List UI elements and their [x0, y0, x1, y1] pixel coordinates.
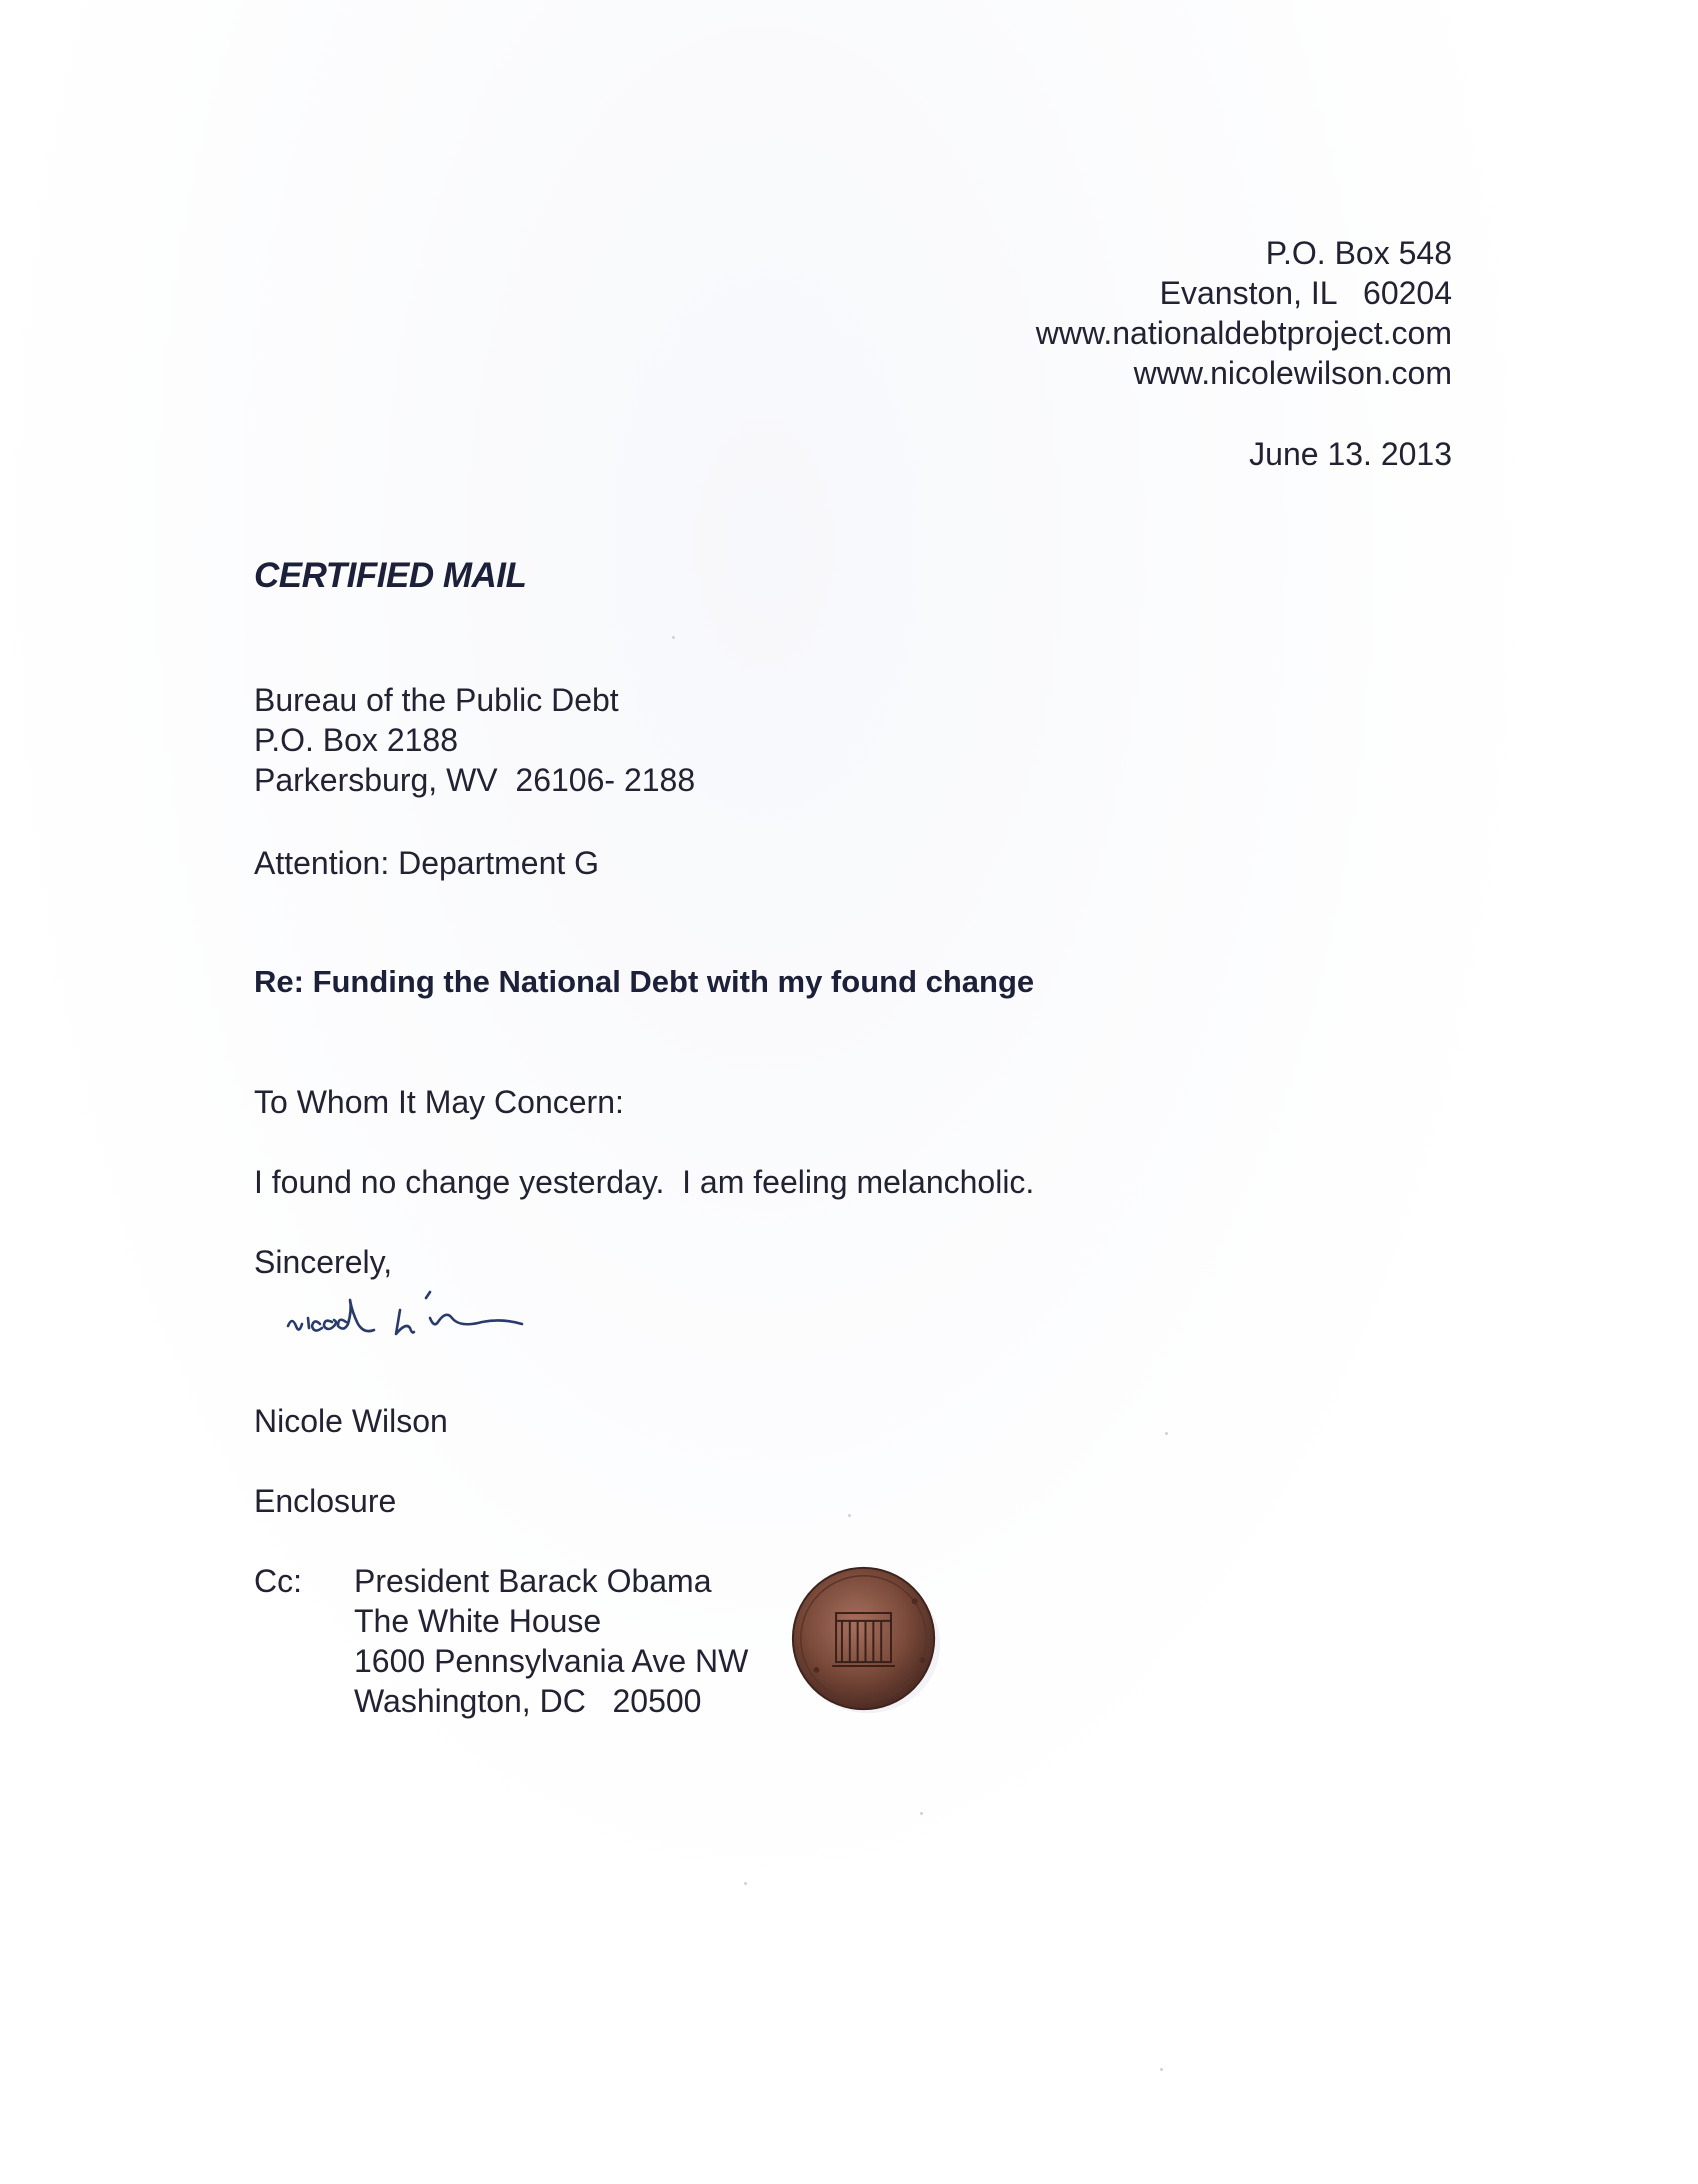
penny-coin-icon — [787, 1562, 944, 1719]
salutation: To Whom It May Concern: — [254, 1084, 624, 1120]
recipient-name: Bureau of the Public Debt — [254, 682, 619, 718]
cc-label: Cc: — [254, 1563, 302, 1599]
paper-speck — [672, 636, 675, 639]
paper-speck — [848, 1514, 851, 1517]
sender-website2: www.nicolewilson.com — [1133, 355, 1452, 391]
cc-name: President Barack Obama — [354, 1563, 712, 1599]
closing: Sincerely, — [254, 1244, 393, 1280]
sender-address-line2: Evanston, IL 60204 — [1159, 275, 1452, 311]
recipient-address-line2: Parkersburg, WV 26106- 2188 — [254, 762, 696, 798]
sender-website1: www.nationaldebtproject.com — [1035, 315, 1452, 351]
letter-date: June 13. 2013 — [1249, 436, 1452, 472]
signer-name: Nicole Wilson — [254, 1403, 448, 1439]
cc-address-line2: 1600 Pennsylvania Ave NW — [354, 1643, 749, 1679]
certified-mail-label: CERTIFIED MAIL — [254, 556, 527, 595]
sender-address-block — [1036, 233, 1452, 393]
letter-body: I found no change yesterday. I am feeling melancholic. — [254, 1164, 1035, 1200]
cc-address-line3: Washington, DC 20500 — [354, 1683, 702, 1719]
paper-speck — [920, 1812, 923, 1815]
enclosure-note: Enclosure — [254, 1483, 397, 1519]
paper-speck — [1160, 2068, 1163, 2071]
cc-address-block — [354, 1561, 748, 1721]
recipient-address-block — [254, 680, 695, 800]
paper-speck — [744, 1882, 747, 1885]
attention-line: Attention: Department G — [254, 845, 600, 881]
subject-line: Re: Funding the National Debt with my found change — [254, 964, 1035, 999]
sender-address-line1: P.O. Box 548 — [1265, 235, 1452, 271]
paper-speck — [1165, 1432, 1168, 1435]
handwritten-signature-icon — [280, 1270, 620, 1350]
cc-address-line1: The White House — [354, 1603, 602, 1639]
recipient-address-line1: P.O. Box 2188 — [254, 722, 458, 758]
